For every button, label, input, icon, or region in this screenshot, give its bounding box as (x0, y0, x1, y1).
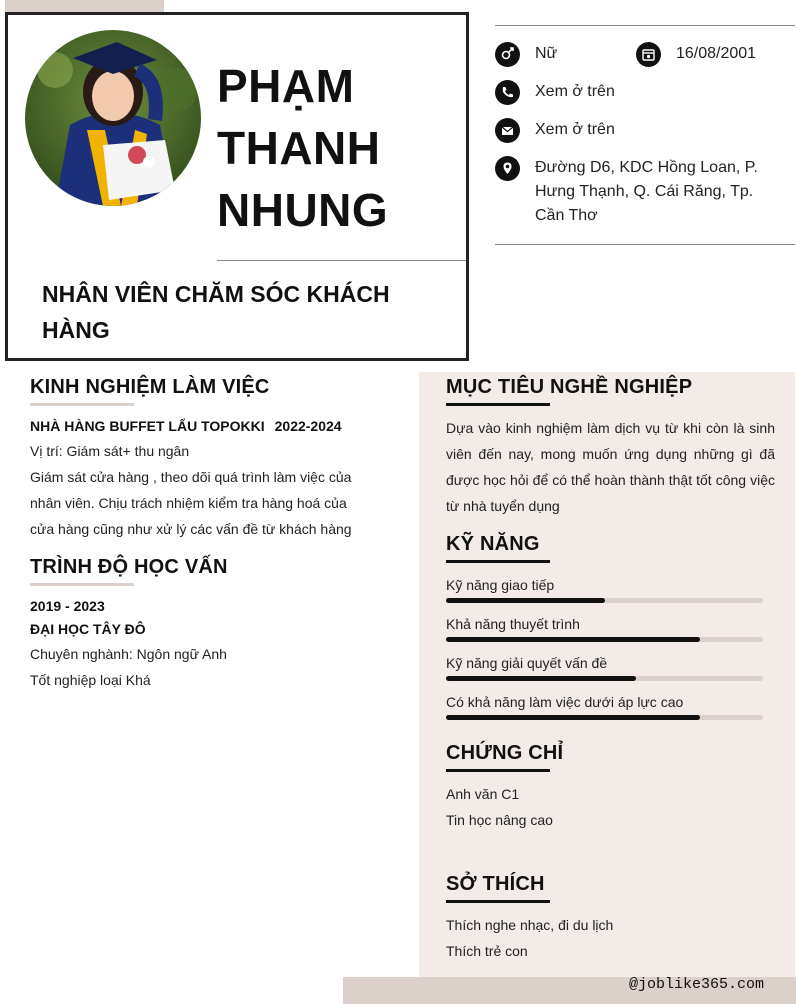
name-line-1: PHẠM (217, 60, 355, 112)
education-period: 2019 - 2023 (30, 598, 105, 614)
skill-bar-fill (446, 676, 636, 681)
experience-underline (30, 403, 134, 406)
name-divider (217, 260, 466, 261)
skills-heading: KỸ NĂNG (446, 533, 540, 555)
skill-bar-track (446, 598, 763, 603)
certificate-item: Tin học nâng cao (446, 812, 553, 828)
education-major: Chuyên nghành: Ngôn ngữ Anh (30, 646, 227, 662)
address-value: Đường D6, KDC Hồng Loan, P. Hưng Thạnh, Q. Cái Răng, Tp. Cần Thơ (535, 159, 758, 224)
education-heading: TRÌNH ĐỘ HỌC VẤN (30, 556, 228, 578)
company-name: NHÀ HÀNG BUFFET LẨU TOPOKKI (30, 418, 265, 434)
experience-company (30, 413, 342, 439)
hobby-item: Thích nghe nhạc, đi du lịch (446, 917, 614, 933)
contact-block (495, 25, 795, 245)
skill-bar-track (446, 676, 763, 681)
objective-underline (446, 403, 550, 406)
certificates-heading: CHỨNG CHỈ (446, 742, 564, 764)
skill-bar-fill (446, 598, 605, 603)
skill-bar-fill (446, 715, 700, 720)
watermark-text: @joblike365.com (628, 976, 764, 993)
hobbies-heading: SỞ THÍCH (446, 873, 545, 895)
contact-email (495, 118, 615, 143)
experience-heading: KINH NGHIỆM LÀM VIỆC (30, 376, 270, 398)
education-school: ĐẠI HỌC TÂY ĐÔ (30, 621, 146, 637)
skill-bar-track (446, 715, 763, 720)
mail-icon (495, 118, 520, 143)
contact-birthday (636, 42, 756, 67)
skill-bar-track (446, 637, 763, 642)
skill-name: Có khả năng làm việc dưới áp lực cao (446, 694, 684, 710)
gender-icon (495, 42, 520, 67)
job-title: NHÂN VIÊN CHĂM SÓC KHÁCH HÀNG (42, 281, 390, 343)
experience-description: Giám sát cửa hàng , theo dõi quá trình làm việc của nhân viên. Chịu trách nhiệm kiểm tra hàng hoá của cửa hàng cũng như xử lý các vấn đề từ khách hàng (30, 469, 352, 537)
phone-icon (495, 80, 520, 105)
skill-name: Kỹ năng giải quyết vấn đề (446, 655, 608, 671)
contact-gender (495, 42, 557, 67)
email-value: Xem ở trên (535, 121, 615, 138)
phone-value: Xem ở trên (535, 83, 615, 100)
name-line-2: THANH (217, 122, 381, 174)
education-underline (30, 583, 134, 586)
name-line-3: NHUNG (217, 184, 389, 236)
skill-bar-fill (446, 637, 700, 642)
location-icon (495, 156, 520, 181)
certificate-item: Anh văn C1 (446, 786, 520, 802)
birthday-value: 16/08/2001 (676, 45, 757, 62)
contact-phone (495, 80, 615, 105)
hobbies-underline (446, 900, 550, 903)
skill-name: Khả năng thuyết trình (446, 616, 580, 632)
hobby-item: Thích trẻ con (446, 943, 528, 959)
calendar-icon (636, 42, 661, 67)
objective-heading: MỤC TIÊU NGHỀ NGHIỆP (446, 376, 693, 398)
contact-address (495, 156, 785, 228)
gender-value: Nữ (535, 45, 558, 62)
experience-period: 2022-2024 (274, 418, 342, 434)
candidate-name (217, 55, 457, 241)
objective-text: Dựa vào kinh nghiệm làm dịch vụ từ khi còn là sinh viên đến nay, mong muốn ứng dụng những gì đã được học hỏi để có thể hoàn thành thật tốt công việc từ nhà tuyển dụng (446, 420, 775, 514)
certificates-underline (446, 769, 550, 772)
skill-name: Kỹ năng giao tiếp (446, 577, 555, 593)
skills-underline (446, 560, 550, 563)
experience-position: Vị trí: Giám sát+ thu ngân (30, 443, 190, 459)
education-result: Tốt nghiệp loại Khá (30, 672, 151, 688)
avatar-photo (25, 30, 201, 206)
